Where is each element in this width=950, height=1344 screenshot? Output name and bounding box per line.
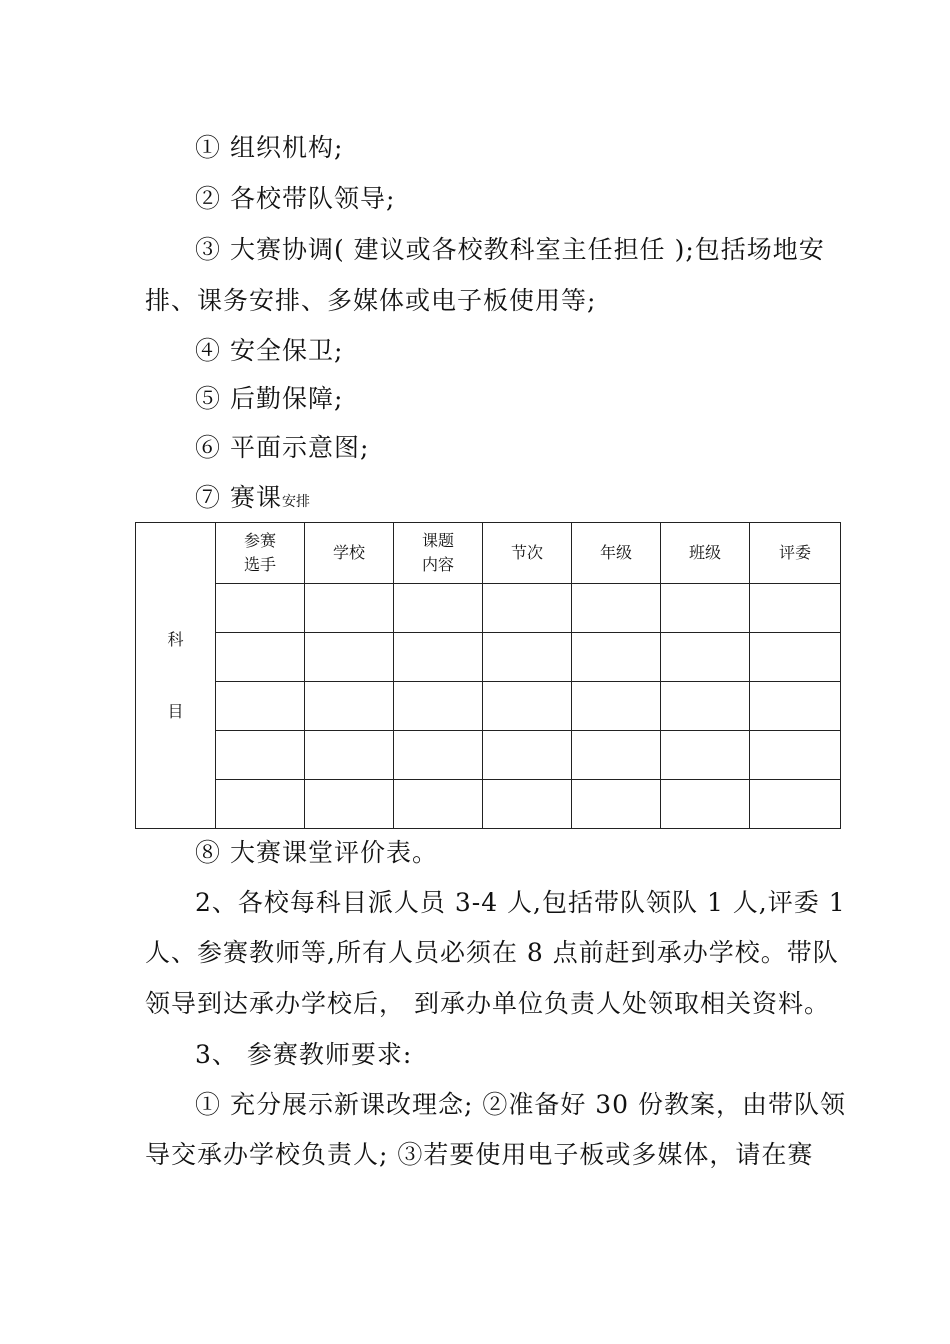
header-period: 节次: [483, 523, 572, 584]
paragraph-3-line-2: 导交承办学校负责人; ③若要使用电子板或多媒体，请在赛: [145, 1140, 814, 1169]
item-3-cont: 排、课务安排、多媒体或电子板使用等;: [145, 286, 597, 315]
table-row: [136, 633, 841, 682]
table-header-row: [136, 523, 841, 584]
item-6: ⑥ 平面示意图;: [195, 433, 370, 462]
item-4: ④ 安全保卫;: [195, 336, 344, 365]
paragraph-2-line-2: 人、参赛教师等,所有人员必须在 8 点前赶到承办学校。带队: [145, 938, 839, 967]
item-7-main: ⑦ 赛课: [195, 483, 282, 512]
paragraph-3-line-1: ① 充分展示新课改理念; ②准备好 30 份教案，由带队领: [195, 1090, 847, 1119]
item-5: ⑤ 后勤保障;: [195, 384, 344, 413]
item-7: [195, 483, 310, 517]
paragraph-2-line-3: 领导到达承办学校后， 到承办单位负责人处领取相关资料。: [145, 989, 830, 1018]
header-topic: 课题 内容: [394, 523, 483, 584]
table-row: [136, 780, 841, 829]
table-row: [136, 731, 841, 780]
schedule-table: [135, 522, 841, 829]
item-1: ① 组织机构;: [195, 133, 344, 162]
item-2: ② 各校带队领导;: [195, 184, 396, 213]
header-school: 学校: [305, 523, 394, 584]
header-judge: 评委: [750, 523, 841, 584]
subject-char-bottom: 目: [167, 701, 184, 721]
header-contestant: 参赛 选手: [216, 523, 305, 584]
subject-cell: [136, 523, 216, 829]
paragraph-2-line-1: 2、各校每科目派人员 3-4 人,包括带队领队 1 人,评委 1: [195, 888, 846, 917]
item-3: ③ 大赛协调( 建议或各校教科室主任担任 );包括场地安: [195, 235, 825, 264]
header-grade: 年级: [572, 523, 661, 584]
paragraph-3-heading: 3、 参赛教师要求:: [195, 1040, 413, 1069]
table-row: [136, 584, 841, 633]
subject-char-top: 科: [167, 629, 184, 649]
header-class: 班级: [661, 523, 750, 584]
table-row: [136, 682, 841, 731]
item-7-small: 安排: [281, 494, 310, 510]
item-8: ⑧ 大赛课堂评价表。: [195, 838, 438, 867]
